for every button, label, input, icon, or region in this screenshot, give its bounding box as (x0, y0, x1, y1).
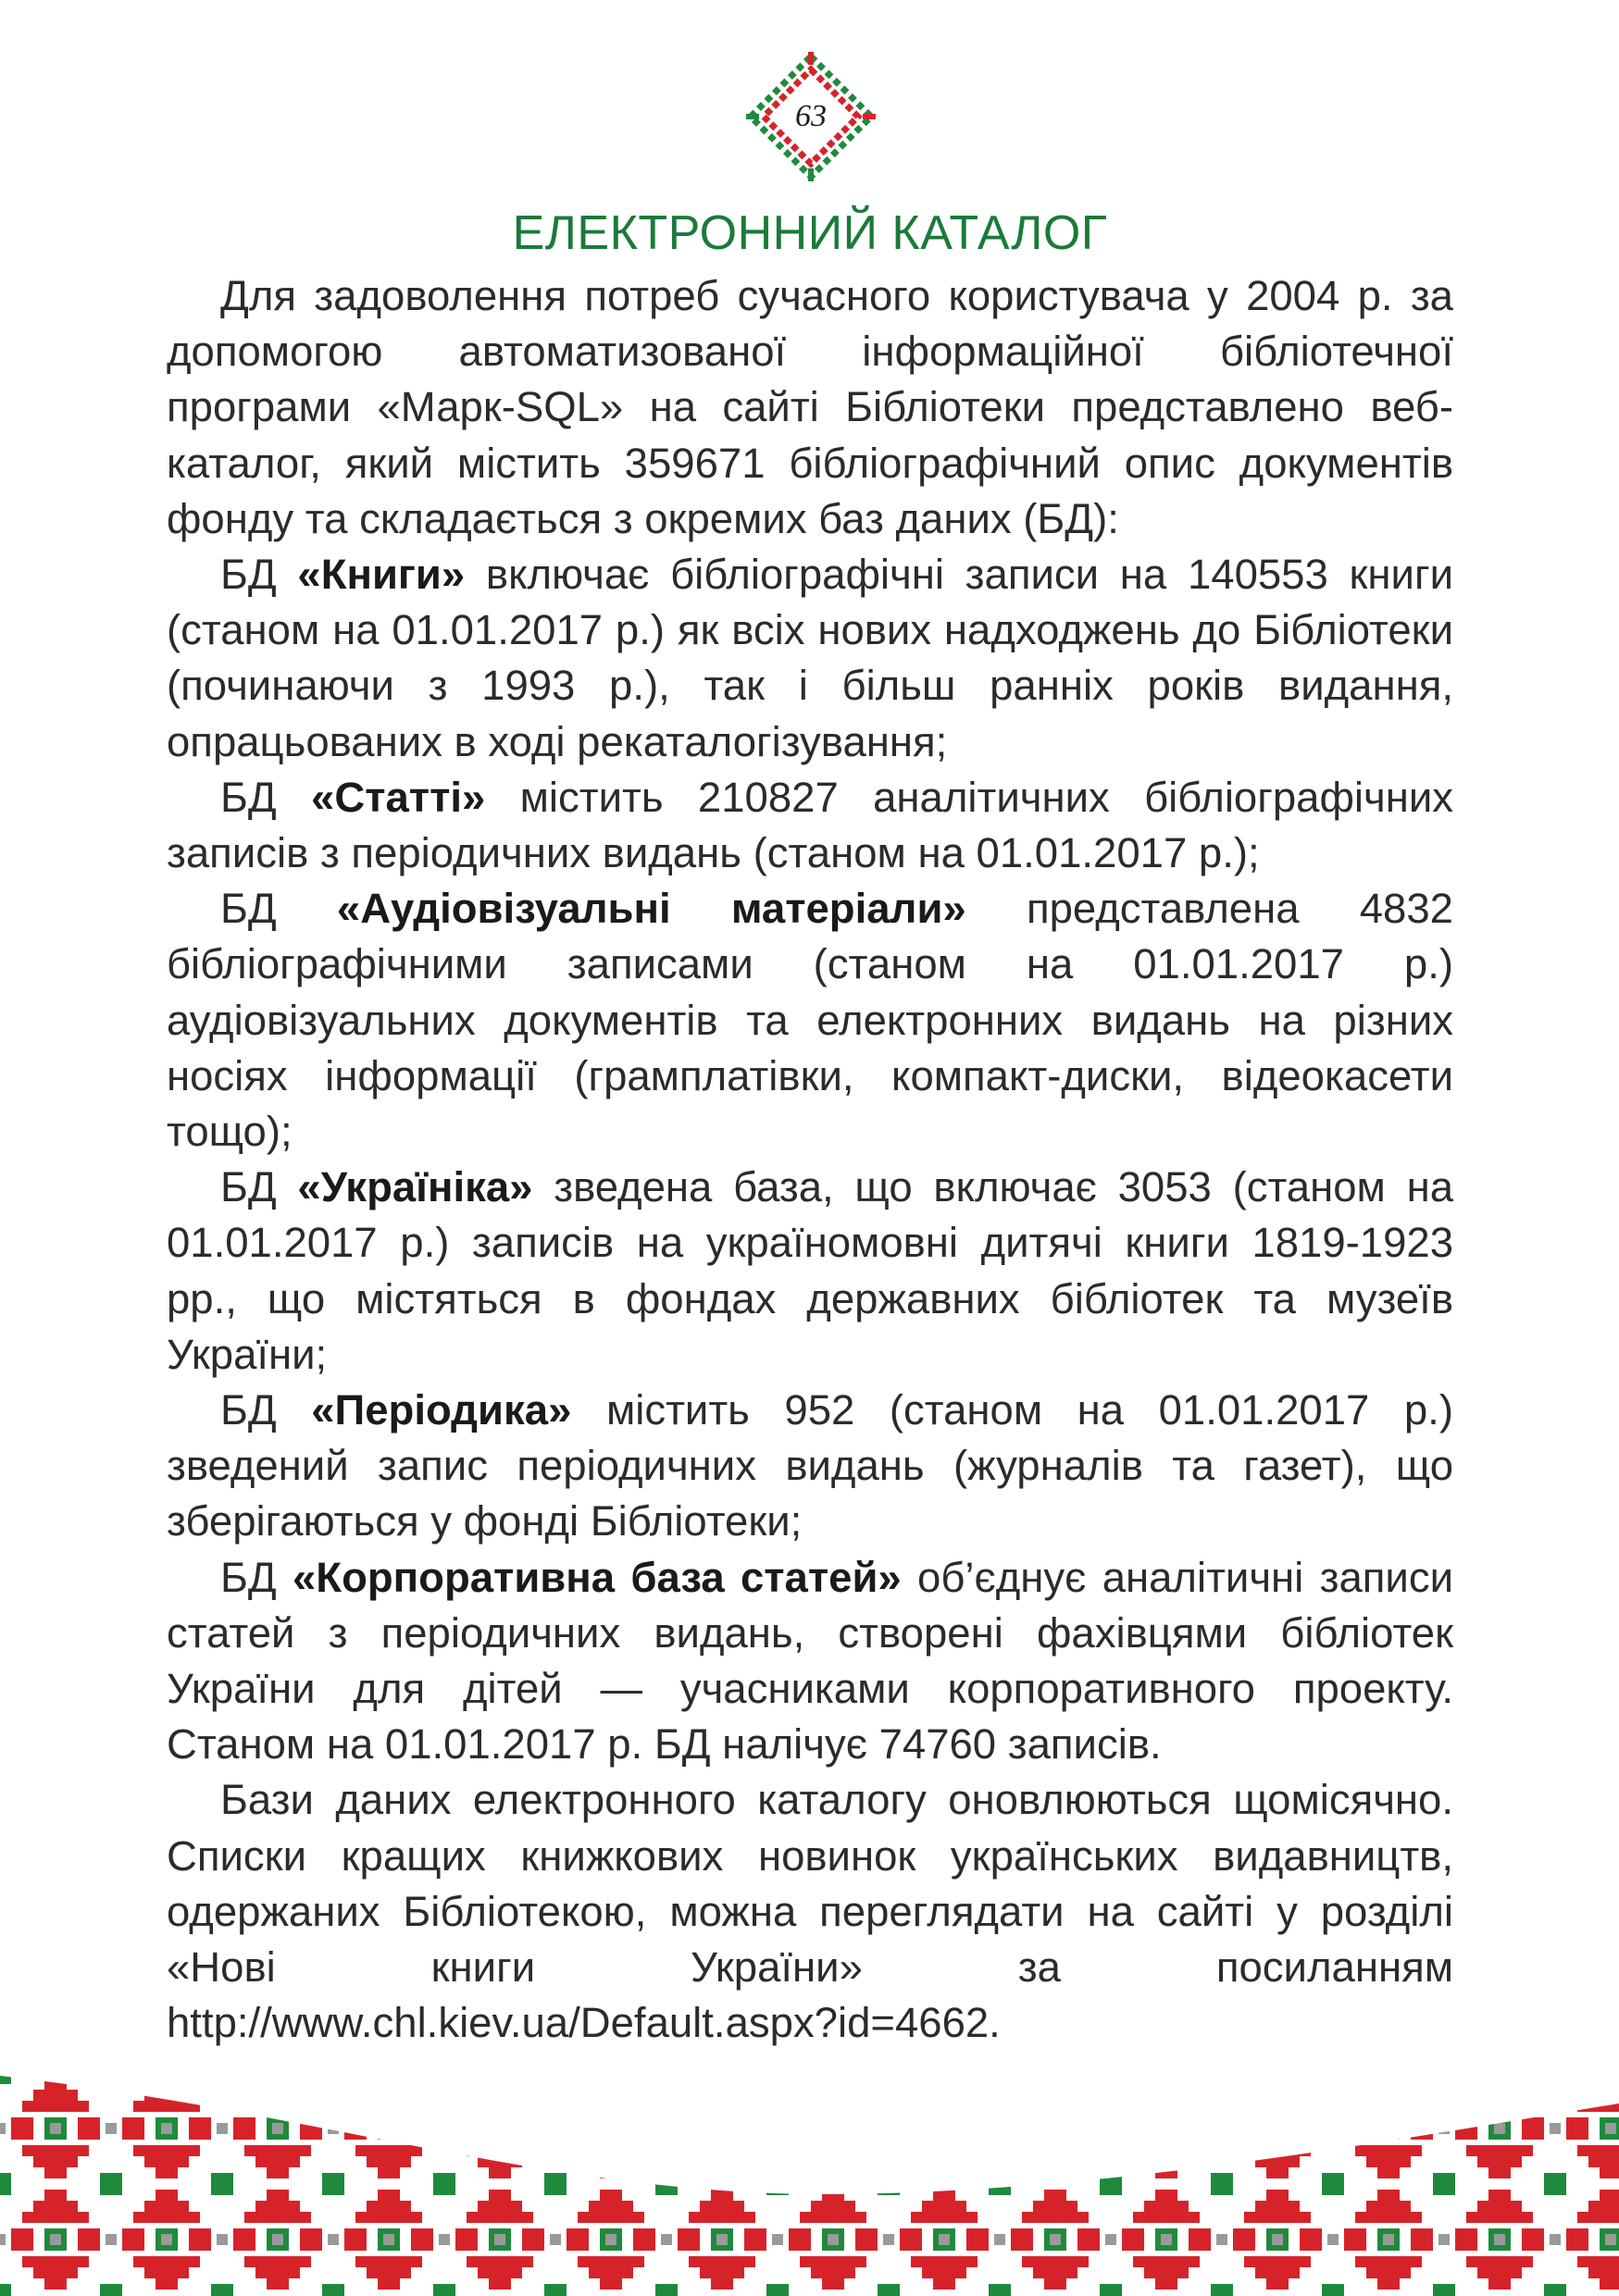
paragraph-text: містить 952 (станом на 01.01.2017 р.) зведений запис періодичних видань (журналів та газет), що зберігаються у фонді Бібліотеки; (167, 1386, 1453, 1545)
paragraph-bold: «Статті» (311, 773, 486, 821)
paragraph (167, 268, 1453, 547)
paragraph-text: зведена база, що включає 3053 (станом на 01.01.2017 р.) записів на україномовні дитячі книги 1819-1923 рр., що містяться в фондах державних бібліотек та музеїв України; (167, 1163, 1453, 1378)
paragraph-bold: «Україніка» (297, 1163, 533, 1211)
paragraph-text: Бази даних електронного каталогу оновлюються щомісячно. Списки кращих книжкових новинок українських видавництв, одержаних Бібліотекою, можна переглядати на сайті у розділі «Нові книги України» за посиланням http://www.chl.kiev.ua/Default.aspx?id=4662. (167, 1776, 1453, 2047)
paragraph-text: представлена 4832 бібліографічними записами (станом на 01.01.2017 р.) аудіовізуальних документів та електронних видань на різних носіях інформації (грамплатівки, компакт-диски, відеокасети тощо); (167, 885, 1453, 1156)
paragraph-bold: «Періодика» (311, 1386, 572, 1434)
paragraph-text: БД (220, 551, 298, 599)
paragraph-text: БД (220, 1163, 298, 1211)
paragraph-text: об’єднує аналітичні записи статей з періодичних видань, створені фахівцями бібліотек України для дітей — учасниками корпоративного проекту. Станом на 01.01.2017 р. БД налічує 74760 записів. (167, 1553, 1453, 1769)
paragraph (167, 881, 1453, 1160)
paragraph-text: БД (220, 1386, 312, 1434)
paragraph-bold: «Корпоративна база статей» (293, 1553, 902, 1601)
paragraph-text: БД (220, 1553, 293, 1601)
paragraph-text: БД (220, 773, 312, 821)
embroidery-border-icon (0, 2073, 1619, 2296)
page-number: 63 (795, 99, 827, 133)
body-text (167, 268, 1453, 2052)
page-title: ЕЛЕКТРОННИЙ КАТАЛОГ (512, 206, 1108, 260)
paragraph-text: містить 210827 аналітичних бібліографічних записів з періодичних видань (станом на 01.01.2017 р.); (167, 773, 1453, 877)
paragraph-bold: «Аудіовізуальні матеріали» (336, 885, 966, 933)
paragraph (167, 1383, 1453, 1550)
paragraph-text: включає бібліографічні записи на 140553 книги (станом на 01.01.2017 р.) як всіх нових надходжень до Бібліотеки (починаючи з 1993 р.), так і більш ранніх років видання, опрацьованих в ході рекаталогізування; (167, 551, 1453, 765)
paragraph-bold: «Книги» (297, 551, 466, 599)
paragraph-text: Для задоволення потреб сучасного користувача у 2004 р. за допомогою автоматизованої інформаційної бібліотечної програми «Марк-SQL» на сайті Бібліотеки представлено веб-каталог, який містить 359671 бібліографічний опис документів фонду та складається з окремих баз даних (БД): (167, 272, 1453, 542)
paragraph (167, 1160, 1453, 1383)
paragraph (167, 1550, 1453, 1773)
paragraph-text: БД (220, 885, 337, 933)
footer-ornament (0, 2073, 1619, 2296)
paragraph (167, 770, 1453, 881)
paragraph (167, 547, 1453, 770)
paragraph (167, 1772, 1453, 2051)
page-number-ornament (746, 52, 876, 181)
